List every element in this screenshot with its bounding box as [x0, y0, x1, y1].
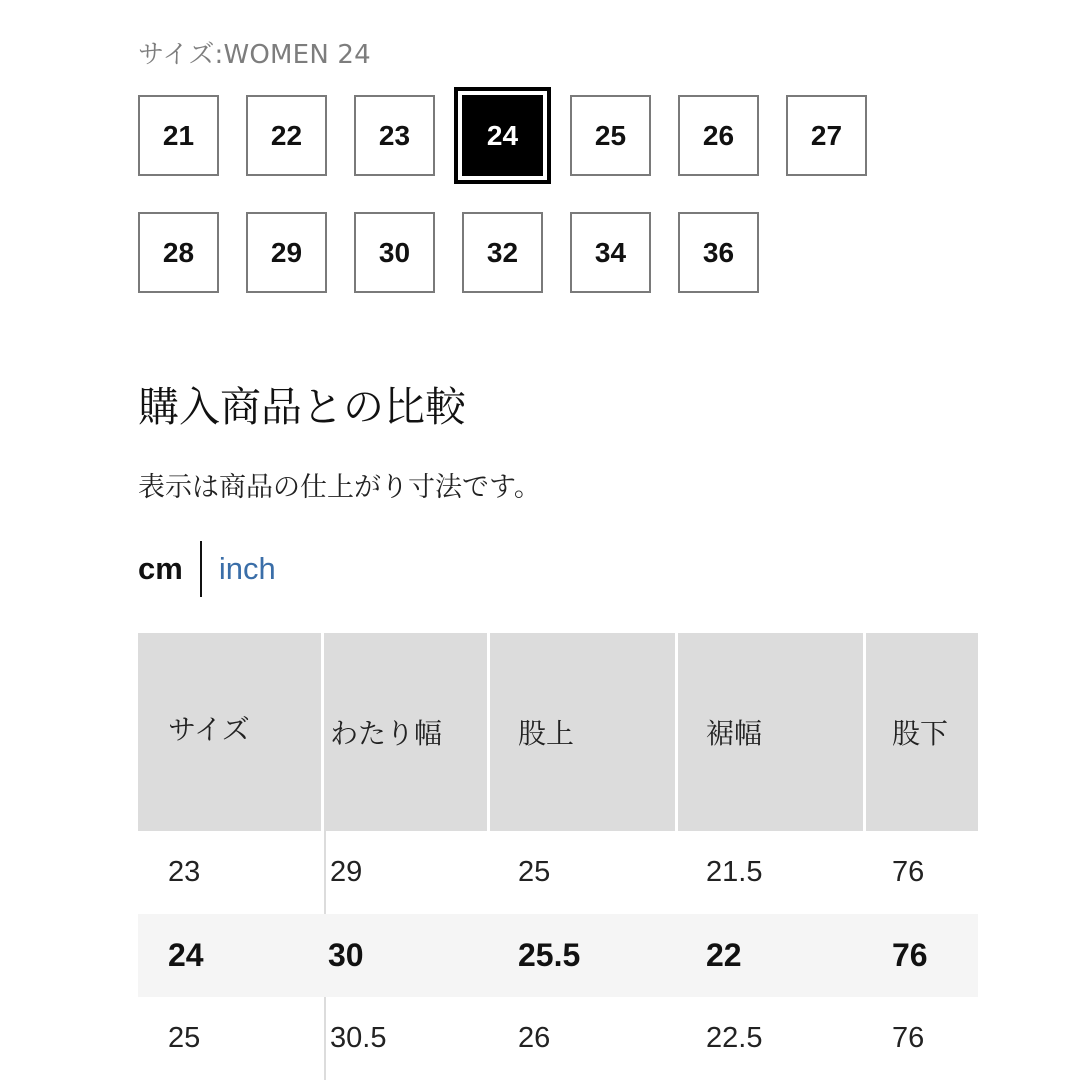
size-option-32[interactable]: 32: [462, 212, 543, 293]
size-option-23[interactable]: 23: [354, 95, 435, 176]
size-selection-label: サイズ:WOMEN 24: [138, 40, 371, 70]
cell-hem-width: 21.5: [706, 856, 763, 888]
cell-rise: 25.5: [518, 937, 581, 973]
unit-toggle: [138, 540, 276, 598]
header-size: サイズ: [138, 633, 324, 831]
cell-size: 23: [168, 856, 201, 888]
size-option-21[interactable]: 21: [138, 95, 219, 176]
cell-hem-width: 22.5: [706, 1022, 763, 1054]
cell-inseam: 76: [892, 937, 928, 973]
cell-thigh-width: 30: [328, 937, 364, 973]
cell-rise: 26: [518, 1022, 551, 1054]
size-option-34[interactable]: 34: [570, 212, 651, 293]
cell-inseam: 76: [892, 856, 925, 888]
cell-inseam: 76: [892, 1022, 925, 1054]
size-option-26[interactable]: 26: [678, 95, 759, 176]
size-option-22[interactable]: 22: [246, 95, 327, 176]
measurement-note: 表示は商品の仕上がり寸法です。: [138, 472, 541, 503]
header-inseam: 股下: [866, 633, 978, 831]
unit-inch-link[interactable]: inch: [218, 551, 276, 586]
size-option-27[interactable]: 27: [786, 95, 867, 176]
comparison-title: 購入商品との比較: [138, 383, 466, 431]
size-option-28[interactable]: 28: [138, 212, 219, 293]
size-option-36[interactable]: 36: [678, 212, 759, 293]
table-row-highlighted: [138, 914, 978, 997]
cell-size: 25: [168, 1022, 201, 1054]
size-option-30[interactable]: 30: [354, 212, 435, 293]
header-thigh-width: わたり幅: [324, 633, 490, 831]
table-header-row: [138, 633, 978, 831]
table-row: [138, 831, 978, 914]
table-row: [138, 997, 978, 1080]
size-option-grid: [138, 95, 898, 293]
cell-hem-width: 22: [706, 937, 742, 973]
size-option-24-selected[interactable]: 24: [462, 95, 543, 176]
size-option-29[interactable]: 29: [246, 212, 327, 293]
header-rise: 股上: [490, 633, 678, 831]
size-comparison-table: [138, 633, 978, 1080]
cell-thigh-width: 29: [324, 831, 490, 914]
header-hem-width: 裾幅: [678, 633, 866, 831]
unit-divider: [200, 541, 202, 597]
cell-rise: 25: [518, 856, 551, 888]
cell-size: 24: [168, 937, 204, 973]
size-option-25[interactable]: 25: [570, 95, 651, 176]
unit-cm-active[interactable]: cm: [138, 551, 183, 586]
cell-thigh-width: 30.5: [324, 997, 490, 1080]
